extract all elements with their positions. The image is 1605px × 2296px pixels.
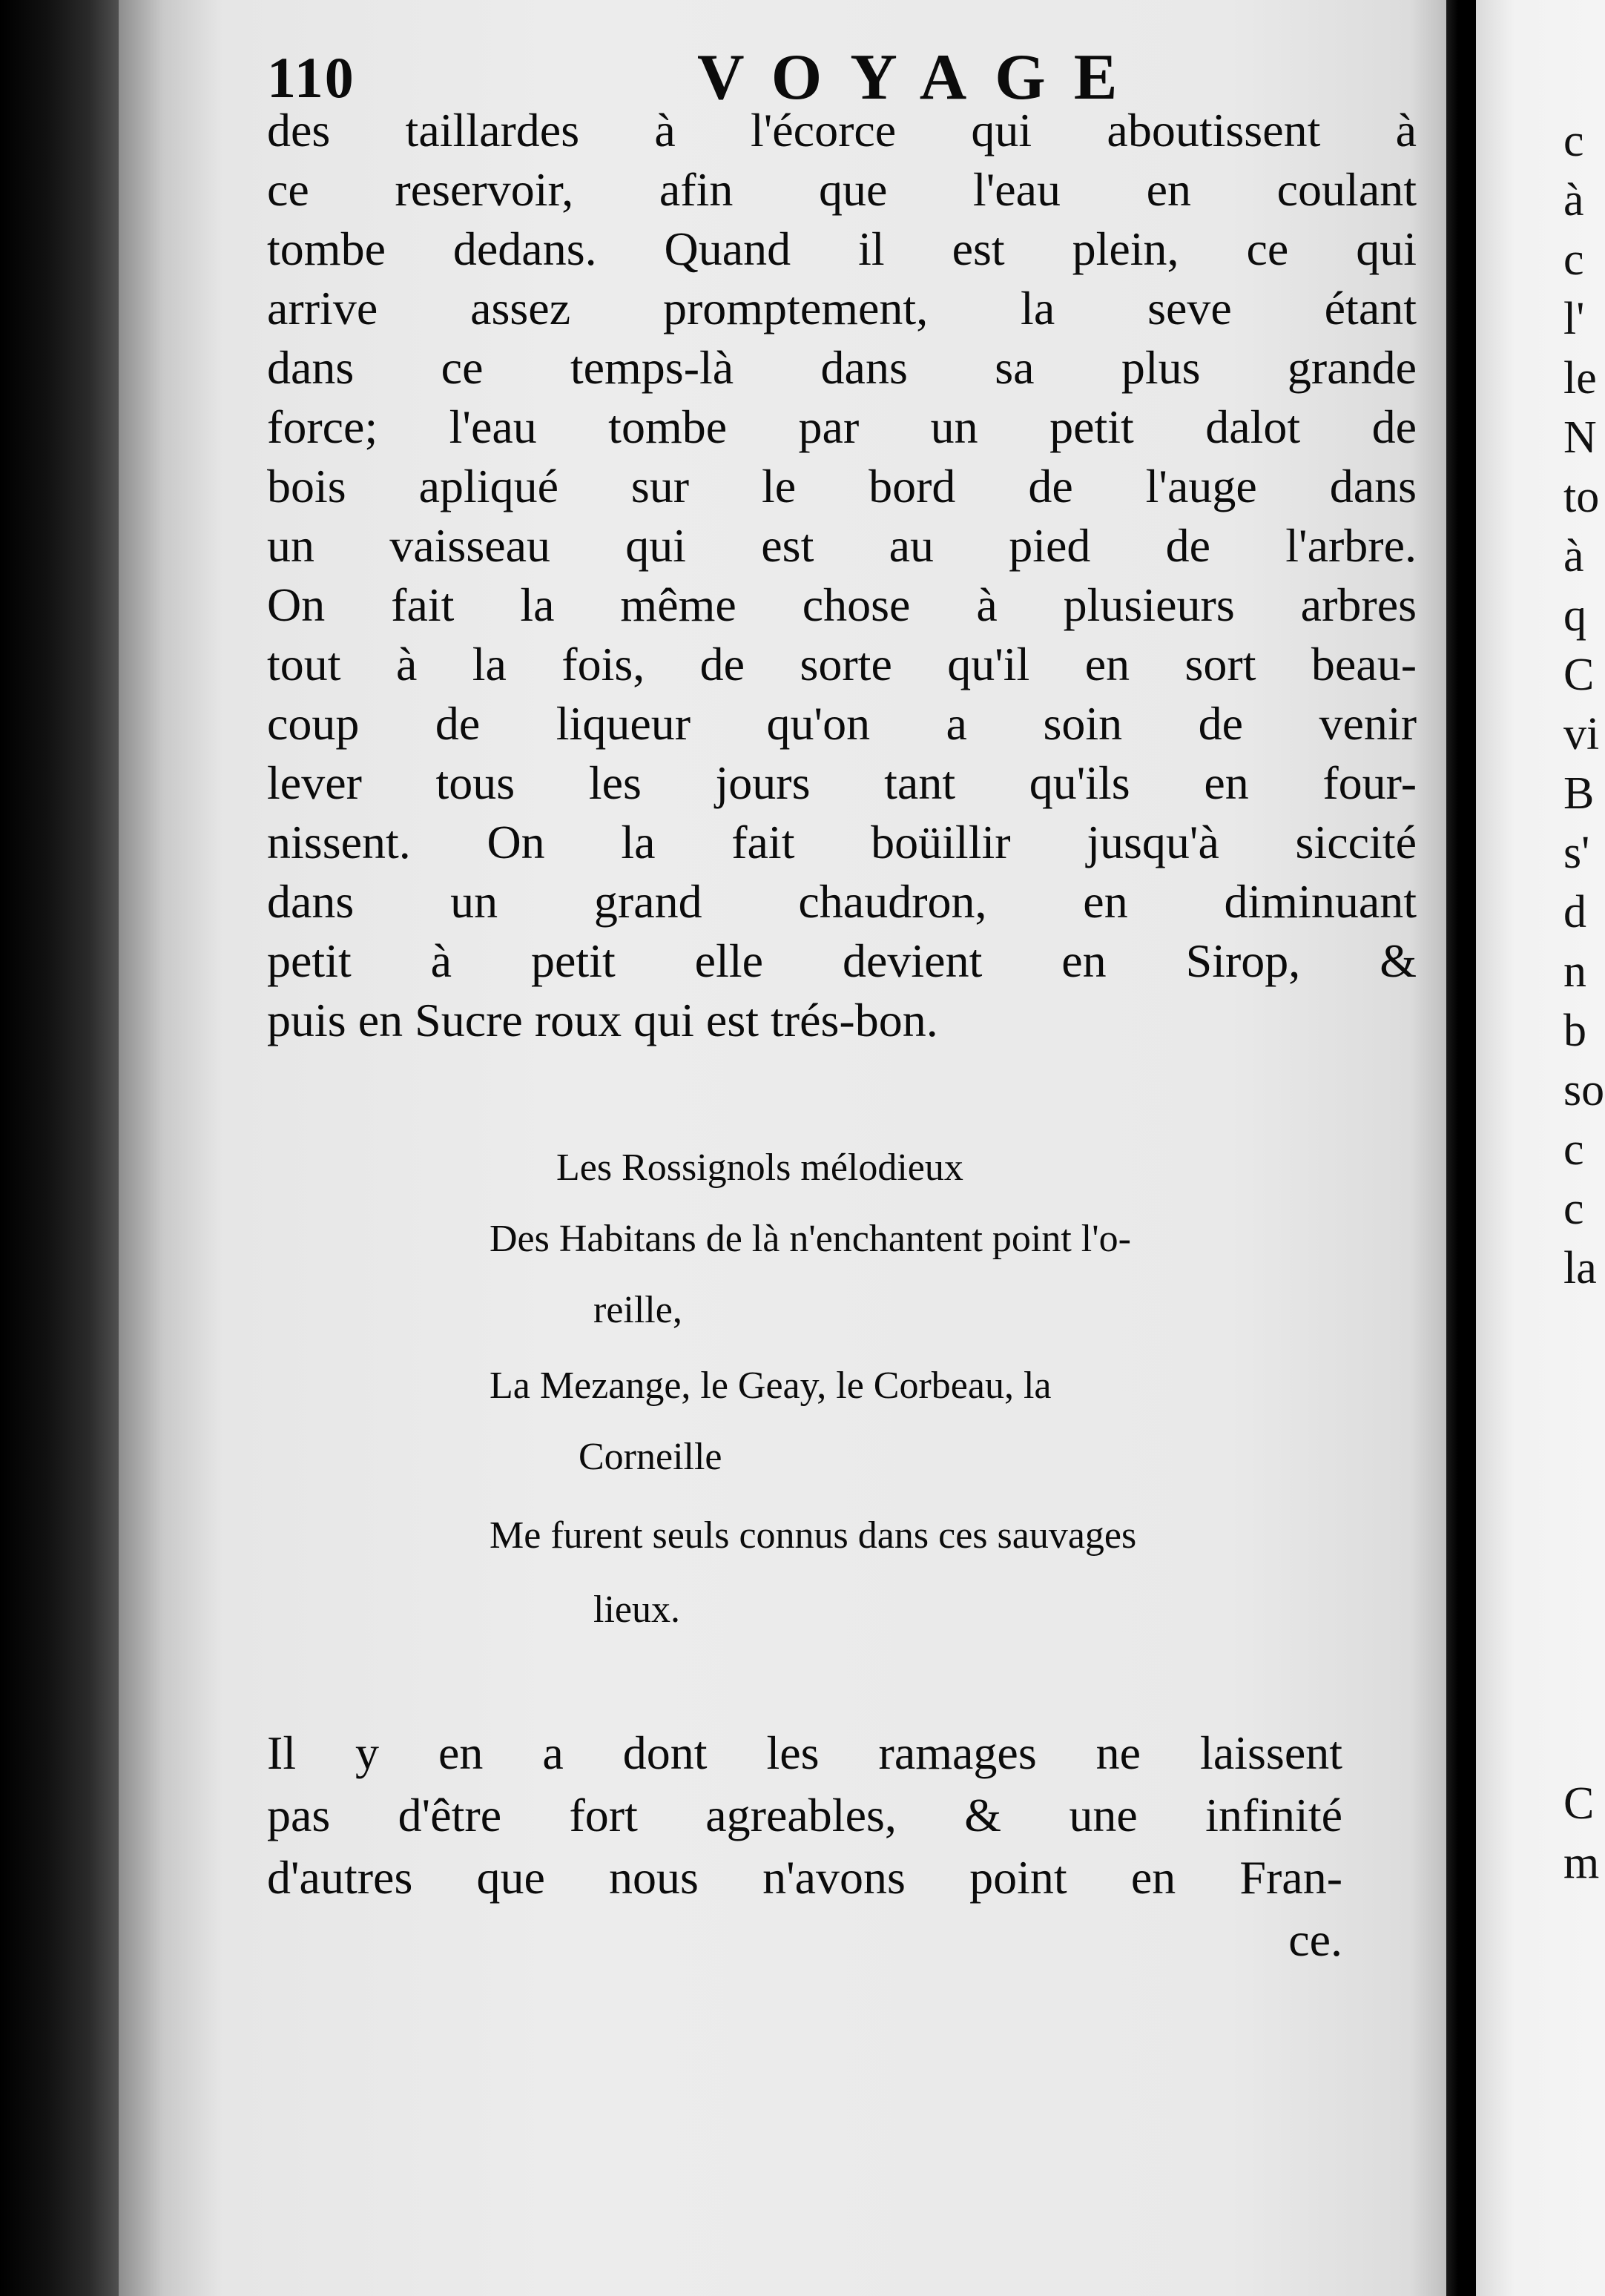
facing-fragment: to [1563, 472, 1600, 522]
text-line: tout à la fois, de sorte qu'il en sort beau- [267, 638, 1417, 690]
facing-fragment: c [1563, 116, 1584, 166]
text-line: dans ce temps-là dans sa plus grande [267, 341, 1417, 394]
catchword: ce. [1288, 1913, 1342, 1966]
facing-fragment: so [1563, 1065, 1605, 1115]
facing-fragment: s' [1563, 828, 1590, 878]
facing-fragment: à [1563, 175, 1584, 225]
book-spine-shadow [1446, 0, 1476, 2296]
facing-fragment: b [1563, 1006, 1586, 1056]
facing-fragment: vi [1563, 709, 1600, 759]
facing-fragment: N [1563, 412, 1597, 463]
text-line: petit à petit elle devient en Sirop, & [267, 934, 1417, 987]
facing-fragment: n [1563, 946, 1586, 997]
text-line: des taillardes à l'écorce qui aboutissent à [267, 104, 1417, 156]
text-line: bois apliqué sur le bord de l'auge dans [267, 460, 1417, 512]
prose-paragraph-2 [267, 1722, 1342, 1971]
facing-fragment: C [1563, 650, 1595, 700]
text-line: pas d'être fort agreables, & une infinité [267, 1789, 1342, 1841]
verse-line: La Mezange, le Geay, le Corbeau, la [490, 1365, 1052, 1407]
facing-fragment: m [1563, 1838, 1600, 1888]
verse-line: lieux. [593, 1589, 680, 1631]
text-line: dans un grand chaudron, en diminuant [267, 875, 1417, 928]
text-line: force; l'eau tombe par un petit dalot de [267, 400, 1417, 453]
facing-fragment: l' [1563, 294, 1585, 344]
verse-line: Me furent seuls connus dans ces sauvages [490, 1514, 1137, 1557]
text-line: ce reservoir, afin que l'eau en coulant [267, 163, 1417, 216]
verse-line: Les Rossignols mélodieux [556, 1147, 963, 1189]
text-line: d'autres que nous n'avons point en Fran- [267, 1851, 1342, 1904]
facing-fragment: le [1563, 353, 1597, 403]
facing-fragment: c [1563, 234, 1584, 285]
facing-page-text-bottom [1563, 1774, 1599, 1893]
facing-fragment: B [1563, 768, 1595, 819]
facing-page-text [1563, 111, 1604, 1298]
verse-line: reille, [593, 1289, 682, 1331]
running-title: VOYAGE [697, 42, 1146, 113]
verse-line: Corneille [579, 1436, 722, 1478]
facing-fragment: la [1563, 1243, 1597, 1293]
verse-line: Des Habitans de là n'enchantent point l'o- [490, 1218, 1131, 1260]
facing-fragment: C [1563, 1778, 1595, 1829]
text-line: puis en Sucre roux qui est trés-bon. [267, 994, 938, 1046]
text-line: nissent. On la fait boüillir jusqu'à siccité [267, 816, 1417, 868]
text-line: On fait la même chose à plusieurs arbres [267, 578, 1417, 631]
facing-fragment: à [1563, 531, 1584, 581]
facing-fragment: q [1563, 590, 1586, 641]
facing-fragment: c [1563, 1124, 1584, 1175]
left-gutter-shadow [0, 0, 119, 2296]
text-line: lever tous les jours tant qu'ils en four- [267, 756, 1417, 809]
page-number: 110 [267, 45, 355, 110]
text-line: un vaisseau qui est au pied de l'arbre. [267, 519, 1417, 572]
facing-page-edge [1476, 0, 1605, 2296]
facing-fragment: d [1563, 887, 1586, 937]
text-line: coup de liqueur qu'on a soin de venir [267, 697, 1417, 750]
text-line: tombe dedans. Quand il est plein, ce qui [267, 222, 1417, 275]
facing-fragment: c [1563, 1184, 1584, 1234]
text-line: Il y en a dont les ramages ne laissent [267, 1726, 1342, 1779]
text-line: arrive assez promptement, la seve étant [267, 282, 1417, 334]
prose-paragraph [267, 101, 1417, 1050]
